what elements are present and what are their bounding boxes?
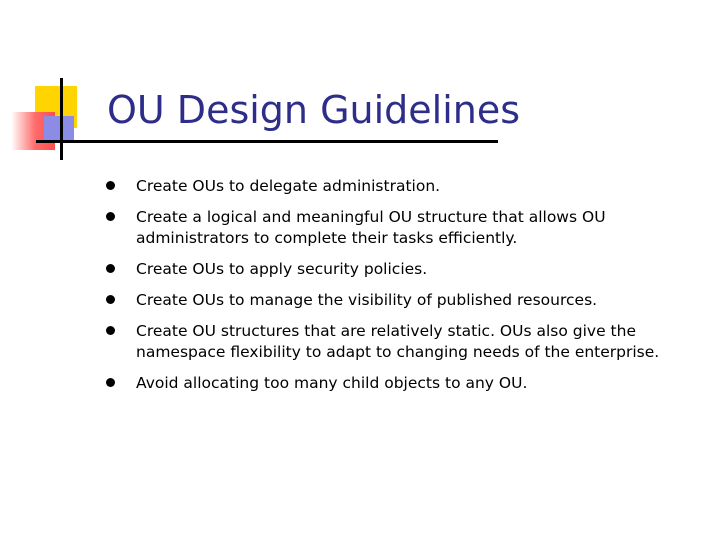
bullet-text: Create OUs to manage the visibility of published resources.	[136, 291, 598, 309]
bullet-text: Create a logical and meaningful OU structure that allows OU administrators to complete their tasks efficiently.	[136, 208, 606, 247]
bullet-icon	[106, 378, 115, 387]
slide-title: OU Design Guidelines	[107, 88, 521, 132]
bullet-item	[104, 321, 664, 363]
bullet-icon	[106, 212, 115, 221]
bullet-text: Avoid allocating too many child objects to any OU.	[136, 374, 528, 392]
bullet-item	[104, 176, 664, 197]
bullet-item	[104, 207, 664, 249]
bullet-item	[104, 373, 664, 394]
decorative-logo	[0, 0, 120, 170]
bullet-icon	[106, 326, 115, 335]
bullet-text: Create OUs to delegate administration.	[136, 177, 441, 195]
bullet-icon	[106, 295, 115, 304]
title-underline	[36, 140, 498, 143]
bullet-text: Create OUs to apply security policies.	[136, 260, 428, 278]
bullet-icon	[106, 181, 115, 190]
bullet-item	[104, 259, 664, 280]
bullet-list	[104, 176, 664, 404]
logo-vertical-line	[60, 78, 63, 160]
bullet-item	[104, 290, 664, 311]
logo-blue-square	[44, 116, 74, 142]
bullet-icon	[106, 264, 115, 273]
bullet-text: Create OU structures that are relatively static. OUs also give the namespace flexibility to adapt to changing needs of the enterprise.	[136, 322, 660, 361]
